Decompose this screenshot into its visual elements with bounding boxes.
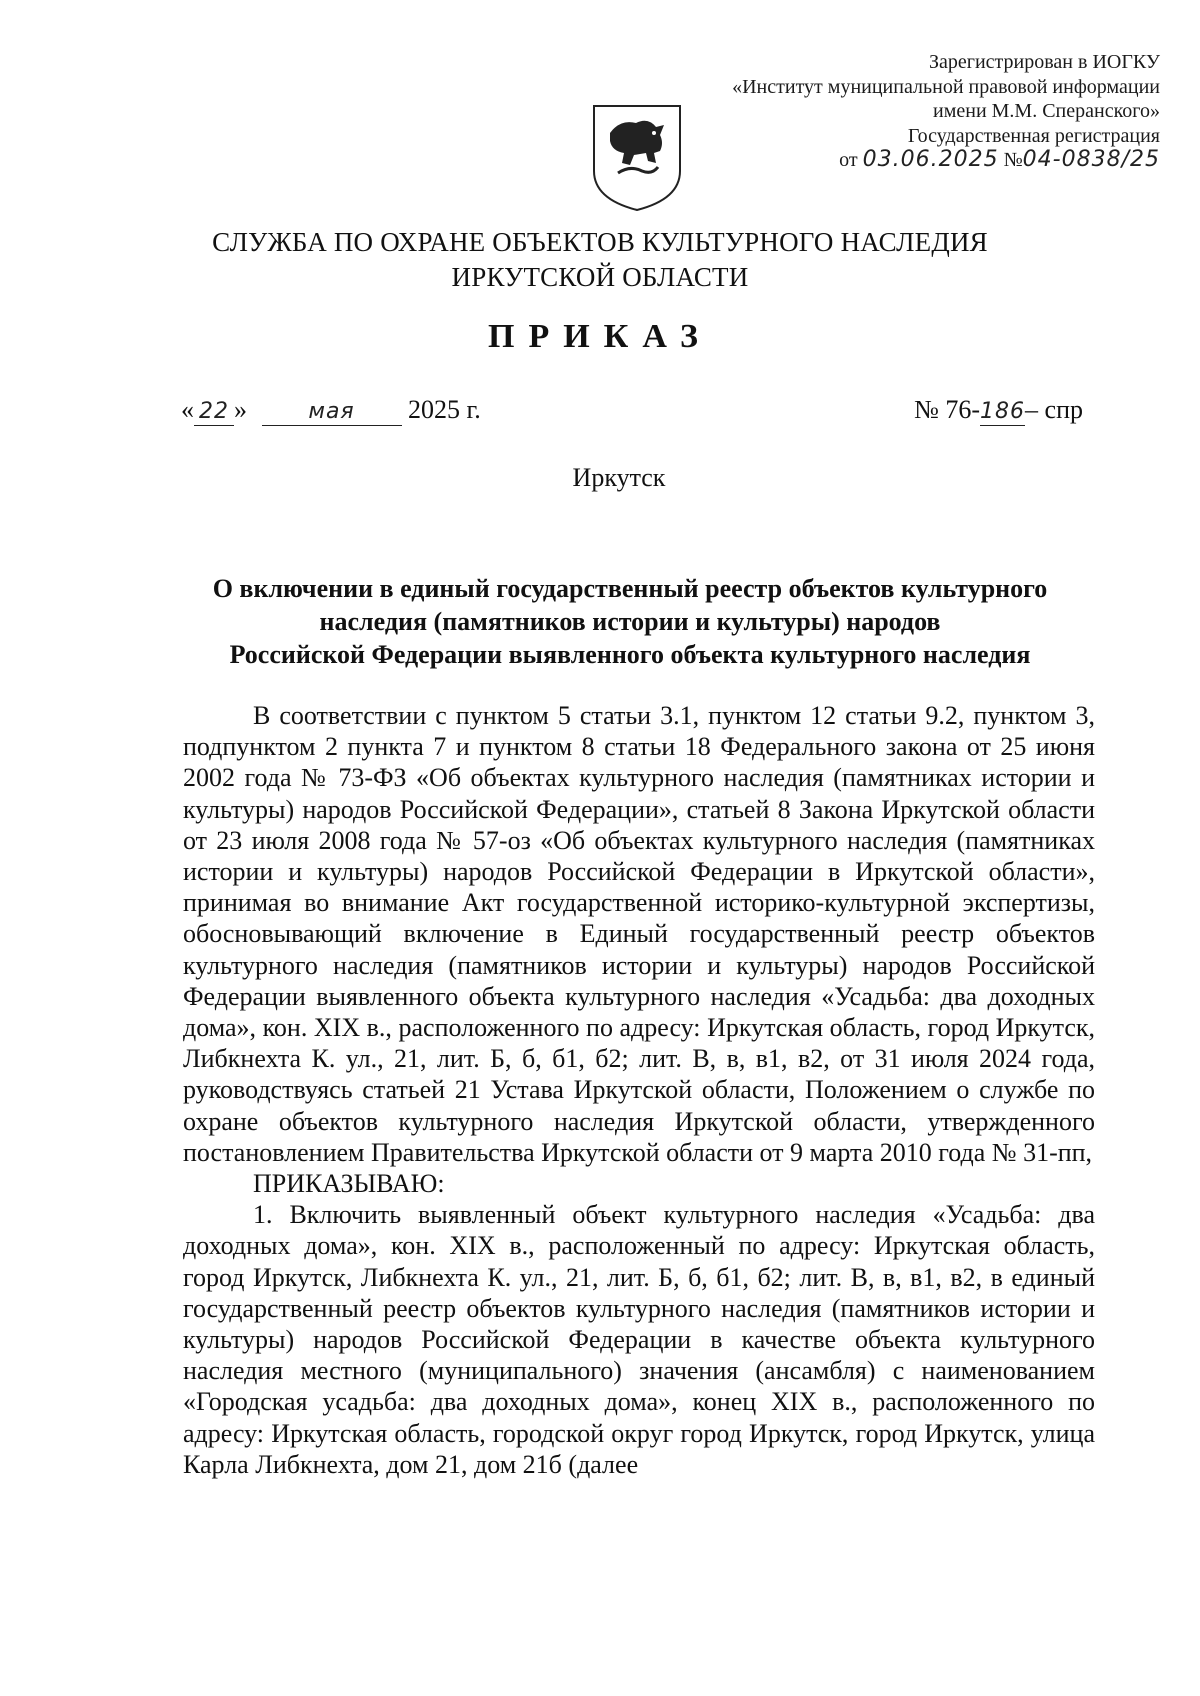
irkutsk-coat-of-arms-icon (590, 103, 684, 213)
preamble-paragraph: В соответствии с пунктом 5 статьи 3.1, пунктом 12 статьи 9.2, пунктом 3, подпунктом 2 пункта 7 и пунктом 8 статьи 18 Федерального закона от 25 июня 2002 года № 73-ФЗ «Об объектах культурного наследия (памятниках истории и культуры) народов Российской Федерации», статьей 8 Закона Иркутской области от 23 июля 2008 года № 57-оз «Об объектах культурного наследия (памятниках истории и культуры) народов Российской Федерации в Иркутской области», принимая во внимание Акт государственной историко-культурной экспертизы, обосновывающий включение в Единый государственный реестр объектов культурного наследия (памятников истории и культуры) народов Российской Федерации выявленного объекта культурного наследия «Усадьба: два доходных дома», кон. XIX в., расположенного по адресу: Иркутская область, город Иркутск, Либкнехта К. ул., 21, лит. Б, б, б1, б2; лит. В, в, в1, в2, от 31 июля 2024 года, руководствуясь статьей 21 Устава Иркутской области, Положением о службе по охране объектов культурного наследия Иркутской области, утвержденного постановлением Правительства Иркутской области от 9 марта 2010 года № 31-пп, (183, 701, 1095, 1167)
issuing-authority (0, 225, 1200, 295)
registration-line-2: «Институт муниципальной правовой информации (732, 75, 1160, 98)
order-number-suffix: – спр (1025, 395, 1083, 424)
order-subject (150, 572, 1110, 671)
subject-line-2: наследия (памятников истории и культуры) народов (319, 607, 941, 636)
order-date (181, 395, 481, 426)
quote-open: « (181, 395, 194, 424)
document-type-title: ПРИКАЗ (488, 318, 712, 355)
authority-line-1: СЛУЖБА ПО ОХРАНЕ ОБЪЕКТОВ КУЛЬТУРНОГО НАСЛЕДИЯ (212, 227, 988, 257)
order-number-prefix: № 76- (914, 395, 981, 424)
order-number (914, 395, 1083, 426)
registration-number-value: 04-0838/25 (1022, 147, 1160, 172)
order-day: 22 (199, 399, 229, 424)
registration-number-prefix: № (1003, 149, 1023, 171)
order-number-handwritten: 186 (980, 399, 1026, 424)
order-body (183, 700, 1095, 1480)
subject-line-3: Российской Федерации выявленного объекта культурного наследия (229, 640, 1031, 669)
subject-line-1: О включении в единый государственный реестр объектов культурного (212, 574, 1048, 603)
registration-line-3: имени М.М. Сперанского» (933, 100, 1160, 122)
order-word: ПРИКАЗЫВАЮ: (253, 1169, 445, 1199)
city-name: Иркутск (572, 463, 666, 492)
order-item-1: 1. Включить выявленный объект культурного наследия «Усадьба: два доходных дома», кон. XIX в., расположенный по адресу: Иркутская область, город Иркутск, Либкнехта К. ул., 21, лит. Б, б, б1, б2; лит. В, в, в1, в2, в единый государственный реестр объектов культурного наследия (памятников истории и культуры) народов Российской Федерации в качестве объекта культурного наследия местного (муниципального) значения (ансамбля) с наименованием «Городская усадьба: два доходных дома», конец XIX в., расположенного по адресу: Иркутская область, городской округ город Иркутск, город Иркутск, улица Карла Либкнехта, дом 21, дом 21б (далее (183, 1200, 1095, 1479)
order-month: мая (308, 399, 355, 424)
registration-stamp (640, 50, 1160, 173)
registration-line-1: Зарегистрирован в ИОГКУ (929, 51, 1160, 73)
authority-line-2: ИРКУТСКОЙ ОБЛАСТИ (451, 262, 749, 292)
registration-date-value: 03.06.2025 (862, 147, 999, 172)
registration-date-line (640, 148, 1160, 173)
registration-line-4: Государственная регистрация (907, 124, 1160, 147)
order-year: 2025 г. (408, 395, 481, 424)
quote-close: » (234, 395, 247, 424)
registration-date-prefix: от (839, 149, 858, 171)
